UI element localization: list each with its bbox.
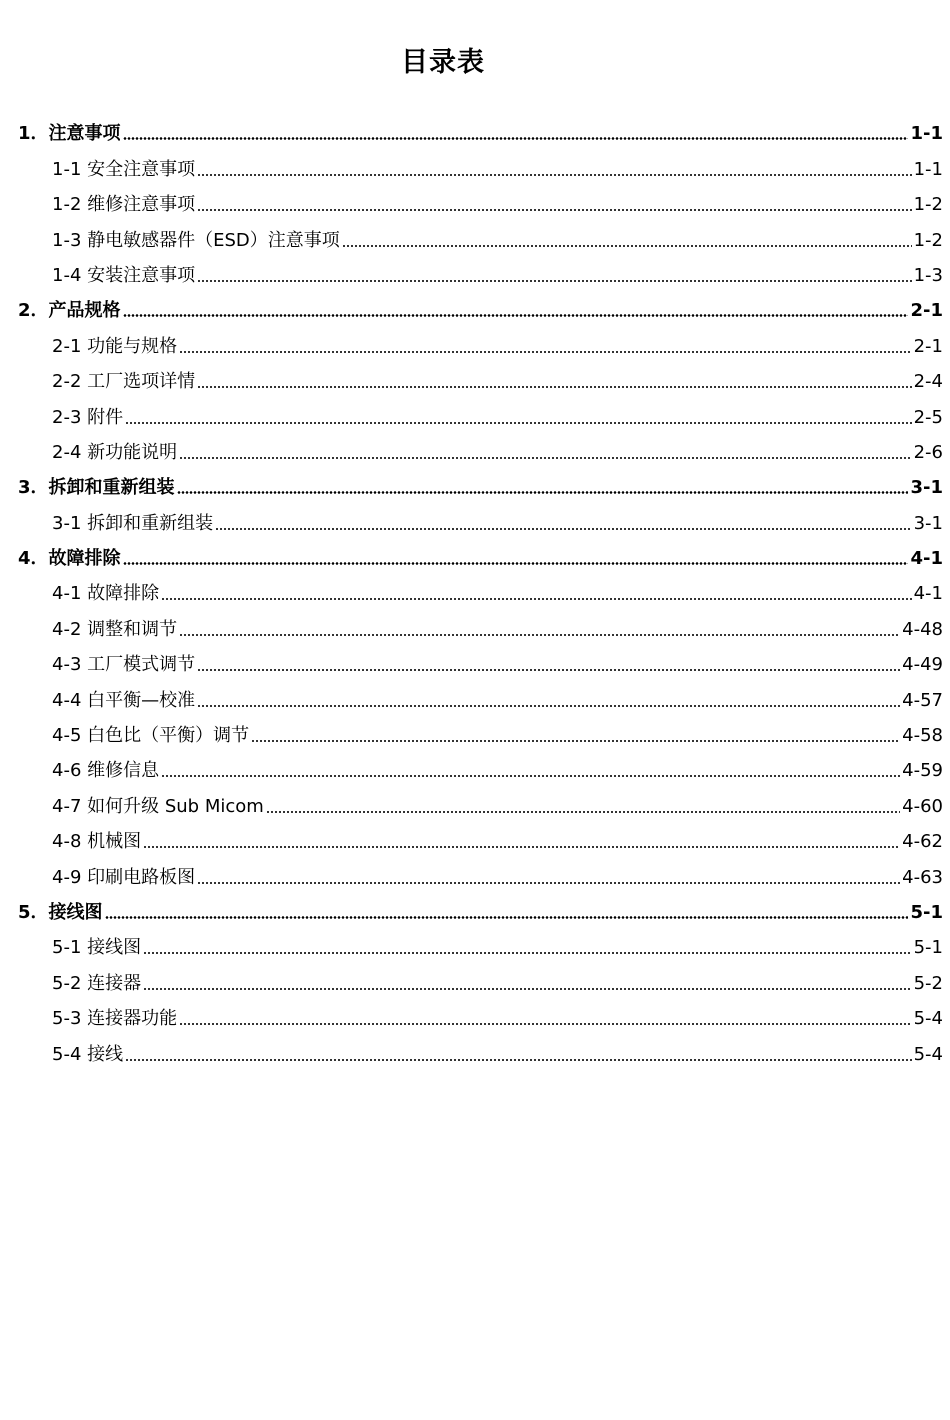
dot-leader	[179, 457, 911, 459]
toc-section-row[interactable]	[18, 782, 943, 817]
toc-section-row[interactable]	[18, 1030, 943, 1065]
toc-page-number: 5-1	[910, 901, 943, 923]
toc-page-number: 4-62	[902, 831, 943, 853]
toc-entry-label: 1-4 安装注意事项	[52, 264, 196, 286]
toc-section-row[interactable]	[18, 358, 943, 393]
dot-leader	[143, 988, 911, 990]
dot-leader	[123, 137, 909, 140]
toc-entry-label: 3．拆卸和重新组装	[18, 477, 175, 499]
toc-page-number: 1-2	[913, 229, 943, 251]
toc-chapter-row[interactable]	[18, 110, 943, 145]
toc-page-number: 3-1	[913, 512, 943, 534]
toc-section-row[interactable]	[18, 181, 943, 216]
toc-section-row[interactable]	[18, 676, 943, 711]
toc-page-number: 2-6	[913, 441, 943, 463]
toc-page-number: 4-1	[913, 583, 943, 605]
dot-leader	[179, 351, 911, 353]
toc-section-row[interactable]	[18, 393, 943, 428]
toc-page-number: 4-63	[902, 866, 943, 888]
toc-entry-label: 4-2 调整和调节	[52, 618, 178, 640]
toc-entry-label: 5-2 连接器	[52, 972, 142, 994]
toc-entry-label: 2-1 功能与规格	[52, 335, 178, 357]
toc-page-number: 4-48	[902, 618, 943, 640]
toc-page-number: 2-1	[910, 300, 943, 322]
toc-page-number: 4-49	[902, 654, 943, 676]
dot-leader	[143, 952, 911, 954]
toc-section-row[interactable]	[18, 570, 943, 605]
toc-entry-label: 2．产品规格	[18, 300, 121, 322]
toc-entry-label: 5-4 接线	[52, 1043, 124, 1065]
toc-entry-label: 2-2 工厂选项详情	[52, 371, 196, 393]
toc-page-number: 4-58	[902, 725, 943, 747]
toc-section-row[interactable]	[18, 747, 943, 782]
dot-leader	[215, 528, 911, 530]
toc-page-number: 4-59	[902, 760, 943, 782]
toc-entry-label: 4-1 故障排除	[52, 583, 160, 605]
toc-page-number: 5-2	[913, 972, 943, 994]
toc-entry-label: 4．故障排除	[18, 548, 121, 570]
toc-entry-label: 1-2 维修注意事项	[52, 194, 196, 216]
toc-section-row[interactable]	[18, 252, 943, 287]
toc-section-row[interactable]	[18, 712, 943, 747]
toc-entry-label: 4-7 如何升级 Sub Micom	[52, 795, 264, 817]
toc-page-number: 4-1	[910, 548, 943, 570]
toc-page-number: 5-4	[913, 1008, 943, 1030]
toc-chapter-row[interactable]	[18, 535, 943, 570]
toc-section-row[interactable]	[18, 145, 943, 180]
dot-leader	[177, 491, 909, 494]
dot-leader	[197, 280, 911, 282]
dot-leader	[143, 846, 900, 848]
toc-page-number: 2-4	[913, 371, 943, 393]
toc-section-row[interactable]	[18, 924, 943, 959]
toc-entry-label: 3-1 拆卸和重新组装	[52, 512, 214, 534]
toc-page-number: 1-3	[913, 264, 943, 286]
toc-page-number: 3-1	[910, 477, 943, 499]
toc-entry-label: 4-6 维修信息	[52, 760, 160, 782]
toc-entry-label: 4-5 白色比（平衡）调节	[52, 725, 250, 747]
toc-entry-label: 1-1 安全注意事项	[52, 158, 196, 180]
toc-entry-label: 1-3 静电敏感器件（ESD）注意事项	[52, 229, 340, 251]
dot-leader	[161, 775, 900, 777]
toc-entry-label: 4-4 白平衡—校准	[52, 689, 196, 711]
dot-leader	[125, 1059, 911, 1061]
toc-section-row[interactable]	[18, 216, 943, 251]
dot-leader	[179, 634, 900, 636]
toc-chapter-row[interactable]	[18, 287, 943, 322]
toc-page-number: 2-1	[913, 335, 943, 357]
toc-page-number: 1-1	[910, 123, 943, 145]
toc-page-number: 4-57	[902, 689, 943, 711]
toc-entry-label: 1．注意事项	[18, 123, 121, 145]
dot-leader	[197, 882, 900, 884]
toc-section-row[interactable]	[18, 818, 943, 853]
dot-leader	[266, 811, 900, 813]
toc-entry-label: 5．接线图	[18, 901, 103, 923]
toc-section-row[interactable]	[18, 322, 943, 357]
toc-entry-label: 2-3 附件	[52, 406, 124, 428]
page-title: 目录表	[401, 47, 485, 78]
dot-leader	[123, 562, 909, 565]
toc-entry-label: 5-1 接线图	[52, 937, 142, 959]
toc-section-row[interactable]	[18, 959, 943, 994]
toc-page-number: 1-2	[913, 194, 943, 216]
toc-section-row[interactable]	[18, 605, 943, 640]
toc-entry-label: 2-4 新功能说明	[52, 441, 178, 463]
dot-leader	[125, 422, 911, 424]
toc-section-row[interactable]	[18, 429, 943, 464]
toc-section-row[interactable]	[18, 499, 943, 534]
dot-leader	[105, 916, 909, 919]
toc-section-row[interactable]	[18, 995, 943, 1030]
toc-page-number: 5-1	[913, 937, 943, 959]
dot-leader	[197, 386, 911, 388]
toc-section-row[interactable]	[18, 853, 943, 888]
toc-page-number: 2-5	[913, 406, 943, 428]
dot-leader	[251, 740, 900, 742]
dot-leader	[123, 314, 909, 317]
dot-leader	[197, 669, 900, 671]
toc-chapter-row[interactable]	[18, 889, 943, 924]
dot-leader	[197, 174, 911, 176]
toc-page-number: 1-1	[913, 158, 943, 180]
table-of-contents	[18, 110, 943, 1066]
dot-leader	[342, 245, 912, 247]
dot-leader	[197, 209, 911, 211]
toc-page-number: 5-4	[913, 1043, 943, 1065]
dot-leader	[161, 598, 911, 600]
toc-chapter-row[interactable]	[18, 464, 943, 499]
toc-page-number: 4-60	[902, 795, 943, 817]
toc-entry-label: 4-8 机械图	[52, 831, 142, 853]
dot-leader	[179, 1023, 911, 1025]
toc-entry-label: 5-3 连接器功能	[52, 1008, 178, 1030]
toc-section-row[interactable]	[18, 641, 943, 676]
dot-leader	[197, 705, 900, 707]
toc-entry-label: 4-9 印刷电路板图	[52, 866, 196, 888]
toc-entry-label: 4-3 工厂模式调节	[52, 654, 196, 676]
